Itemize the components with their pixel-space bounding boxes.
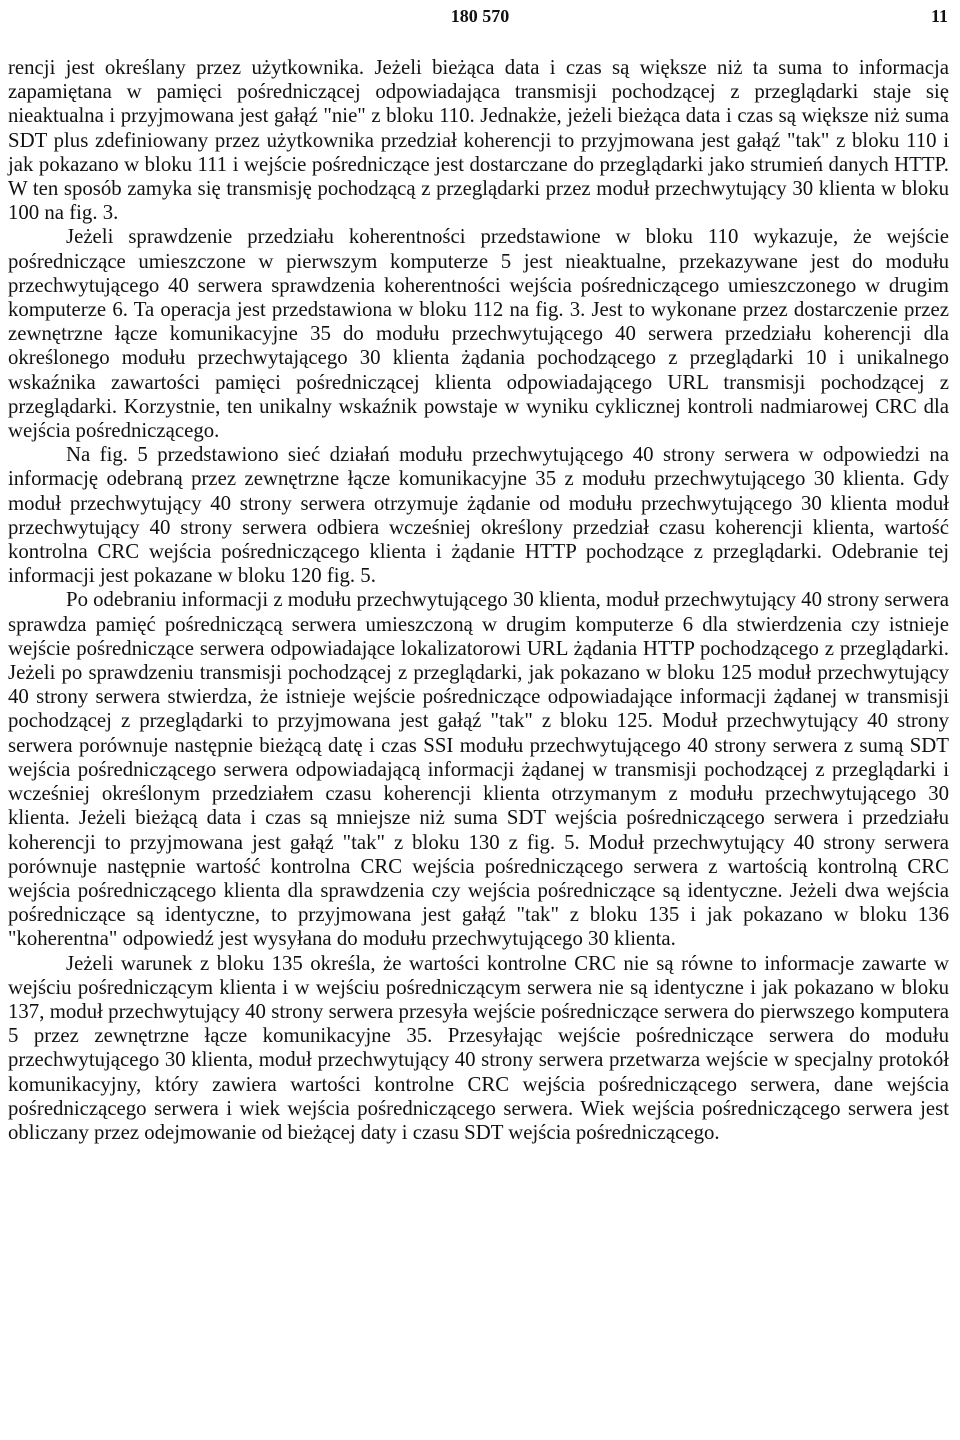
paragraph-crc-mismatch: Jeżeli warunek z bloku 135 określa, że wartości kontrolne CRC nie są równe to informacje zawarte w wejściu pośredniczącym klienta i w wejściu pośredniczącym serwera nie są identyczne i jak pokazano w bloku 137, moduł przechwytujący 40 strony serwera przesyła wejście pośredniczące serwera do pierwszego komputera 5 przez zewnętrzne łącze komunikacyjne 35. Przesyłając wejście pośredniczące serwera do modułu przechwytującego 30 klienta, moduł przechwytujący 40 strony serwera przetwarza wejście w specjalny protokół komunikacyjny, który zawiera wartości kontrolne CRC wejścia pośredniczącego serwera, dane wejścia pośredniczącego serwera i wiek wejścia pośredniczącego serwera. Wiek wejścia pośredniczącego serwera jest obliczany przez odejmowanie od bieżącej daty i czasu SDT wejścia pośredniczącego. (8, 951, 949, 1144)
paragraph-fig5-intro: Na fig. 5 przedstawiono sieć działań modułu przechwytującego 40 strony serwera w odpowiedzi na informację odebraną przez zewnętrzne łącze komunikacyjne 35 z modułu przechwytującego 30 klienta. Gdy moduł przechwytujący 40 strony serwera otrzymuje żądanie od modułu przechwytującego 30 klienta moduł przechwytujący 40 strony serwera odbiera wcześniej określony przedział czasu koherencji klienta, wartość kontrolna CRC wejścia pośredniczącego klienta i żądanie HTTP pochodzące z przeglądarki. Odebranie tej informacji jest pokazane w bloku 120 fig. 5. (8, 443, 949, 588)
paragraph-continuation: rencji jest określany przez użytkownika. Jeżeli bieżąca data i czas są większe niż ta suma to informacja zapamiętana w pamięci pośredniczącej odpowiadająca transmisji pochodzącej z przeglądarki staje się nieaktualna i przyjmowana jest gałąź "nie" z bloku 110. Jednakże, jeżeli bieżąca data i czas są większe niż suma SDT plus zdefiniowany przez użytkownika przedział koherencji to przyjmowana jest gałąź "tak" z bloku 110 i jak pokazano w bloku 111 i wejście pośredniczące jest dostarczane do przeglądarki jako strumień danych HTTP. W ten sposób zamyka się transmisję pochodzącą z przeglądarki przez moduł przechwytujący 30 klienta w bloku 100 na fig. 3. (8, 56, 949, 225)
patent-number: 180 570 (450, 6, 510, 26)
page-number: 11 (930, 6, 948, 26)
body-text (8, 56, 949, 1145)
page-header (0, 4, 960, 32)
paragraph-server-check: Po odebraniu informacji z modułu przechwytującego 30 klienta, moduł przechwytujący 40 strony serwera sprawdza pamięć pośredniczącą serwera umieszczoną w drugim komputerze 6 dla stwierdzenia czy istnieje wejście pośredniczące serwera odpowiadające lokalizatorowi URL żądania HTTP pochodzącego z przeglądarki. Jeżeli po sprawdzeniu transmisji pochodzącej z przeglądarki, jak pokazano w bloku 125 moduł przechwytujący 40 strony serwera stwierdza, że istnieje wejście pośredniczące odpowiadające informacji żądanej w transmisji pochodzącej z przeglądarki to przyjmowana jest gałąź "tak" z bloku 125. Moduł przechwytujący 40 strony serwera porównuje następnie bieżącą datę i czas SSI modułu przechwytującego 40 strony serwera z sumą SDT wejścia pośredniczącego serwera odpowiadającą informacji żądanej w transmisji pochodzącej z przeglądarki i wcześniej określonym przedziałem czasu koherencji klienta otrzymanym z modułu przechwytującego 30 klienta. Jeżeli bieżącą data i czas są mniejsze niż suma SDT wejścia pośredniczącego serwera i przedziału koherencji to przyjmowana jest gałąź "tak" z bloku 130 z fig. 5. Moduł przechwytujący 40 strony serwera porównuje następnie wartość kontrolna CRC wejścia pośredniczącego serwera z wartością kontrolną CRC wejścia pośredniczącego klienta dla sprawdzenia czy wejścia pośredniczące są identyczne. Jeżeli dwa wejścia pośredniczące są identyczne, to przyjmowana jest gałąź "tak" z bloku 135 i jak pokazano w bloku 136 "koherentna" odpowiedź jest wysyłana do modułu przechwytującego 30 klienta. (8, 588, 950, 951)
paragraph-coherence-check: Jeżeli sprawdzenie przedziału koherentności przedstawione w bloku 110 wykazuje, że wejście pośredniczące umieszczone w pierwszym komputerze 5 jest nieaktualne, przekazywane jest do modułu przechwytującego 40 serwera sprawdzenia koherentności wejścia pośredniczącego umieszczonego w drugim komputerze 6. Ta operacja jest przedstawiona w bloku 112 na fig. 3. Jest to wykonane przez dostarczenie przez zewnętrzne łącze komunikacyjne 35 do modułu przechwytującego 40 serwera przedziału koherencji dla określonego modułu przechwytającego 30 klienta żądania pochodzącego z przeglądarki 10 i unikalnego wskaźnika zawartości pamięci pośredniczącej klienta odpowiadającego URL transmisji pochodzącej z przeglądarki. Korzystnie, ten unikalny wskaźnik powstaje w wyniku cyklicznej kontroli nadmiarowej CRC dla wejścia pośredniczącego. (8, 225, 949, 443)
